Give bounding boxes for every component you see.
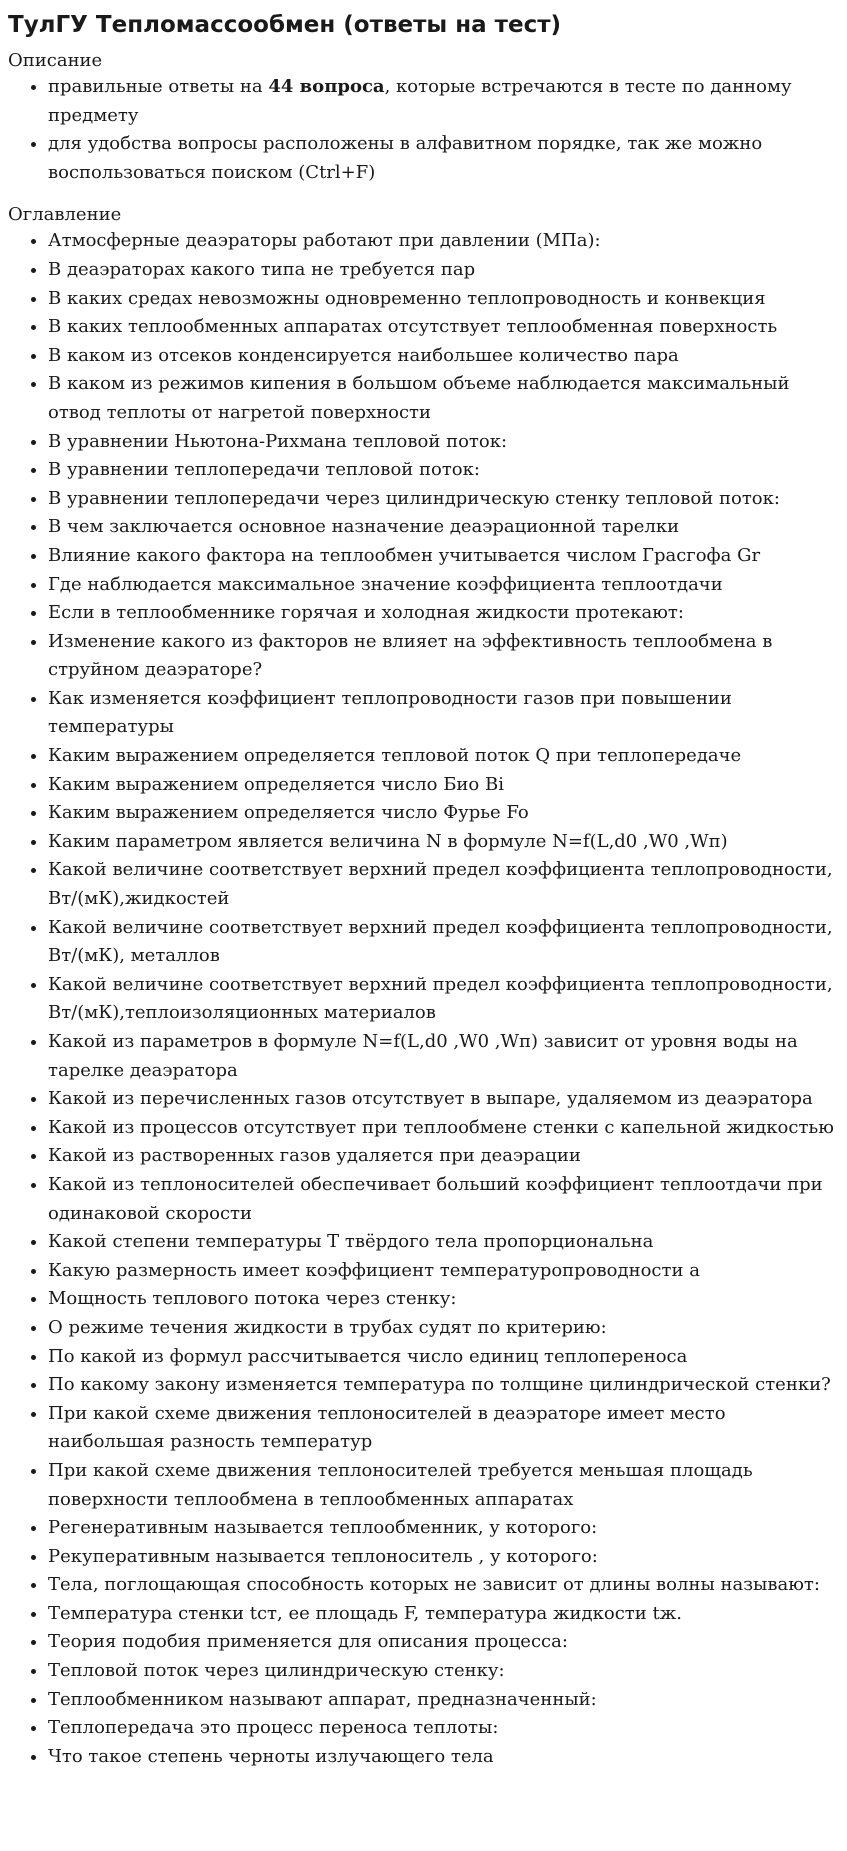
toc-item[interactable]: • Теория подобия применяется для описания процесса: (48, 1628, 839, 1657)
toc-item[interactable]: • Каким выражением определяется тепловой поток Q при теплопередаче (48, 742, 839, 771)
toc-item[interactable]: • Влияние какого фактора на теплообмен учитывается числом Грасгофа Gr (48, 542, 839, 571)
toc-item[interactable]: • В уравнении Ньютона-Рихмана тепловой поток: (48, 428, 839, 457)
description-item (48, 73, 839, 130)
toc-item[interactable]: • Какой величине соответствует верхний предел коэффициента теплопроводности, Вт/(мК), металлов (48, 914, 839, 971)
toc-item[interactable]: • Какой величине соответствует верхний предел коэффициента теплопроводности, Вт/(мК),жидкостей (48, 856, 839, 913)
toc-item[interactable]: • Температура стенки tст, ее площадь F, температура жидкости tж. (48, 1600, 839, 1629)
toc-item[interactable]: • В каких средах невозможны одновременно теплопроводность и конвекция (48, 285, 839, 314)
toc-item[interactable]: • Где наблюдается максимальное значение коэффициента теплоотдачи (48, 571, 839, 600)
toc-item[interactable]: • Каким выражением определяется число Био Bi (48, 771, 839, 800)
toc-item[interactable]: • Какой из параметров в формуле N=f(L,d0 ,W0 ,Wп) зависит от уровня воды на тарелке деаэратора (48, 1028, 839, 1085)
toc-item[interactable]: • Тепловой поток через цилиндрическую стенку: (48, 1657, 839, 1686)
toc-item[interactable]: • Теплопередача это процесс переноса теплоты: (48, 1714, 839, 1743)
toc-item[interactable]: • Какой степени температуры Т твёрдого тела пропорциональна (48, 1228, 839, 1257)
description-text: правильные ответы на (48, 76, 269, 97)
toc-item[interactable]: • В каком из режимов кипения в большом объеме наблюдается максимальный отвод теплоты от нагретой поверхности (48, 370, 839, 427)
toc-item[interactable]: • При какой схеме движения теплоносителей в деаэраторе имеет место наибольшая разность температур (48, 1400, 839, 1457)
toc-item[interactable]: • Как изменяется коэффициент теплопроводности газов при повышении температуры (48, 685, 839, 742)
toc-item[interactable]: • Какой из перечисленных газов отсутствует в выпаре, удаляемом из деаэратора (48, 1085, 839, 1114)
toc-item[interactable]: • Рекуперативным называется теплоноситель , у которого: (48, 1543, 839, 1572)
toc-item[interactable]: • Регенеративным называется теплообменник, у которого: (48, 1514, 839, 1543)
toc-item[interactable]: • О режиме течения жидкости в трубах судят по критерию: (48, 1314, 839, 1343)
question-count: 44 вопроса (268, 76, 385, 97)
toc-item[interactable]: • В каких теплообменных аппаратах отсутствует теплообменная поверхность (48, 313, 839, 342)
toc-item[interactable]: • Тела, поглощающая способность которых не зависит от длины волны называют: (48, 1571, 839, 1600)
toc-item[interactable]: • Какой величине соответствует верхний предел коэффициента теплопроводности, Вт/(мК),теплоизоляционных материалов (48, 971, 839, 1028)
toc-item[interactable]: • Какой из растворенных газов удаляется при деаэрации (48, 1142, 839, 1171)
toc-item[interactable]: • Теплообменником называют аппарат, предназначенный: (48, 1686, 839, 1715)
toc-item[interactable]: • По какому закону изменяется температура по толщине цилиндрической стенки? (48, 1371, 839, 1400)
description-item: • для удобства вопросы расположены в алфавитном порядке, так же можно воспользоваться поиском (Ctrl+F) (48, 130, 839, 187)
toc-list (8, 227, 839, 1771)
description-text: , которые встречаются в тесте по данному предмету (48, 76, 792, 126)
toc-item[interactable]: • В деаэраторах какого типа не требуется пар (48, 256, 839, 285)
toc-item[interactable]: • В каком из отсеков конденсируется наибольшее количество пара (48, 342, 839, 371)
toc-item[interactable]: • Мощность теплового потока через стенку: (48, 1285, 839, 1314)
toc-item[interactable]: • Какой из процессов отсутствует при теплообмене стенки с капельной жидкостью (48, 1114, 839, 1143)
toc-item[interactable]: • Если в теплообменнике горячая и холодная жидкости протекают: (48, 599, 839, 628)
toc-item[interactable]: • Какой из теплоносителей обеспечивает больший коэффициент теплоотдачи при одинаковой скорости (48, 1171, 839, 1228)
toc-item[interactable]: • Каким параметром является величина N в формуле N=f(L,d0 ,W0 ,Wп) (48, 828, 839, 857)
toc-item[interactable]: • Изменение какого из факторов не влияет на эффективность теплообмена в струйном деаэраторе? (48, 628, 839, 685)
description-list (8, 73, 839, 187)
toc-item[interactable]: • Атмосферные деаэраторы работают при давлении (МПа): (48, 227, 839, 256)
toc-item[interactable]: • По какой из формул рассчитывается число единиц теплопереноса (48, 1343, 839, 1372)
toc-item[interactable]: • В уравнении теплопередачи через цилиндрическую стенку тепловой поток: (48, 485, 839, 514)
toc-heading: Оглавление (8, 204, 122, 226)
toc-item[interactable]: • Каким выражением определяется число Фурье Fo (48, 799, 839, 828)
toc-item[interactable]: • При какой схеме движения теплоносителей требуется меньшая площадь поверхности теплообмена в теплообменных аппаратах (48, 1457, 839, 1514)
toc-item[interactable]: • Что такое степень черноты излучающего тела (48, 1743, 839, 1772)
toc-item[interactable]: • Какую размерность имеет коэффициент температуропроводности а (48, 1257, 839, 1286)
description-heading: Описание (8, 50, 103, 71)
toc-item[interactable]: • В уравнении теплопередачи тепловой поток: (48, 456, 839, 485)
toc-item[interactable]: • В чем заключается основное назначение деаэрационной тарелки (48, 513, 839, 542)
page-title: ТулГУ Тепломассообмен (ответы на тест) (8, 12, 562, 38)
